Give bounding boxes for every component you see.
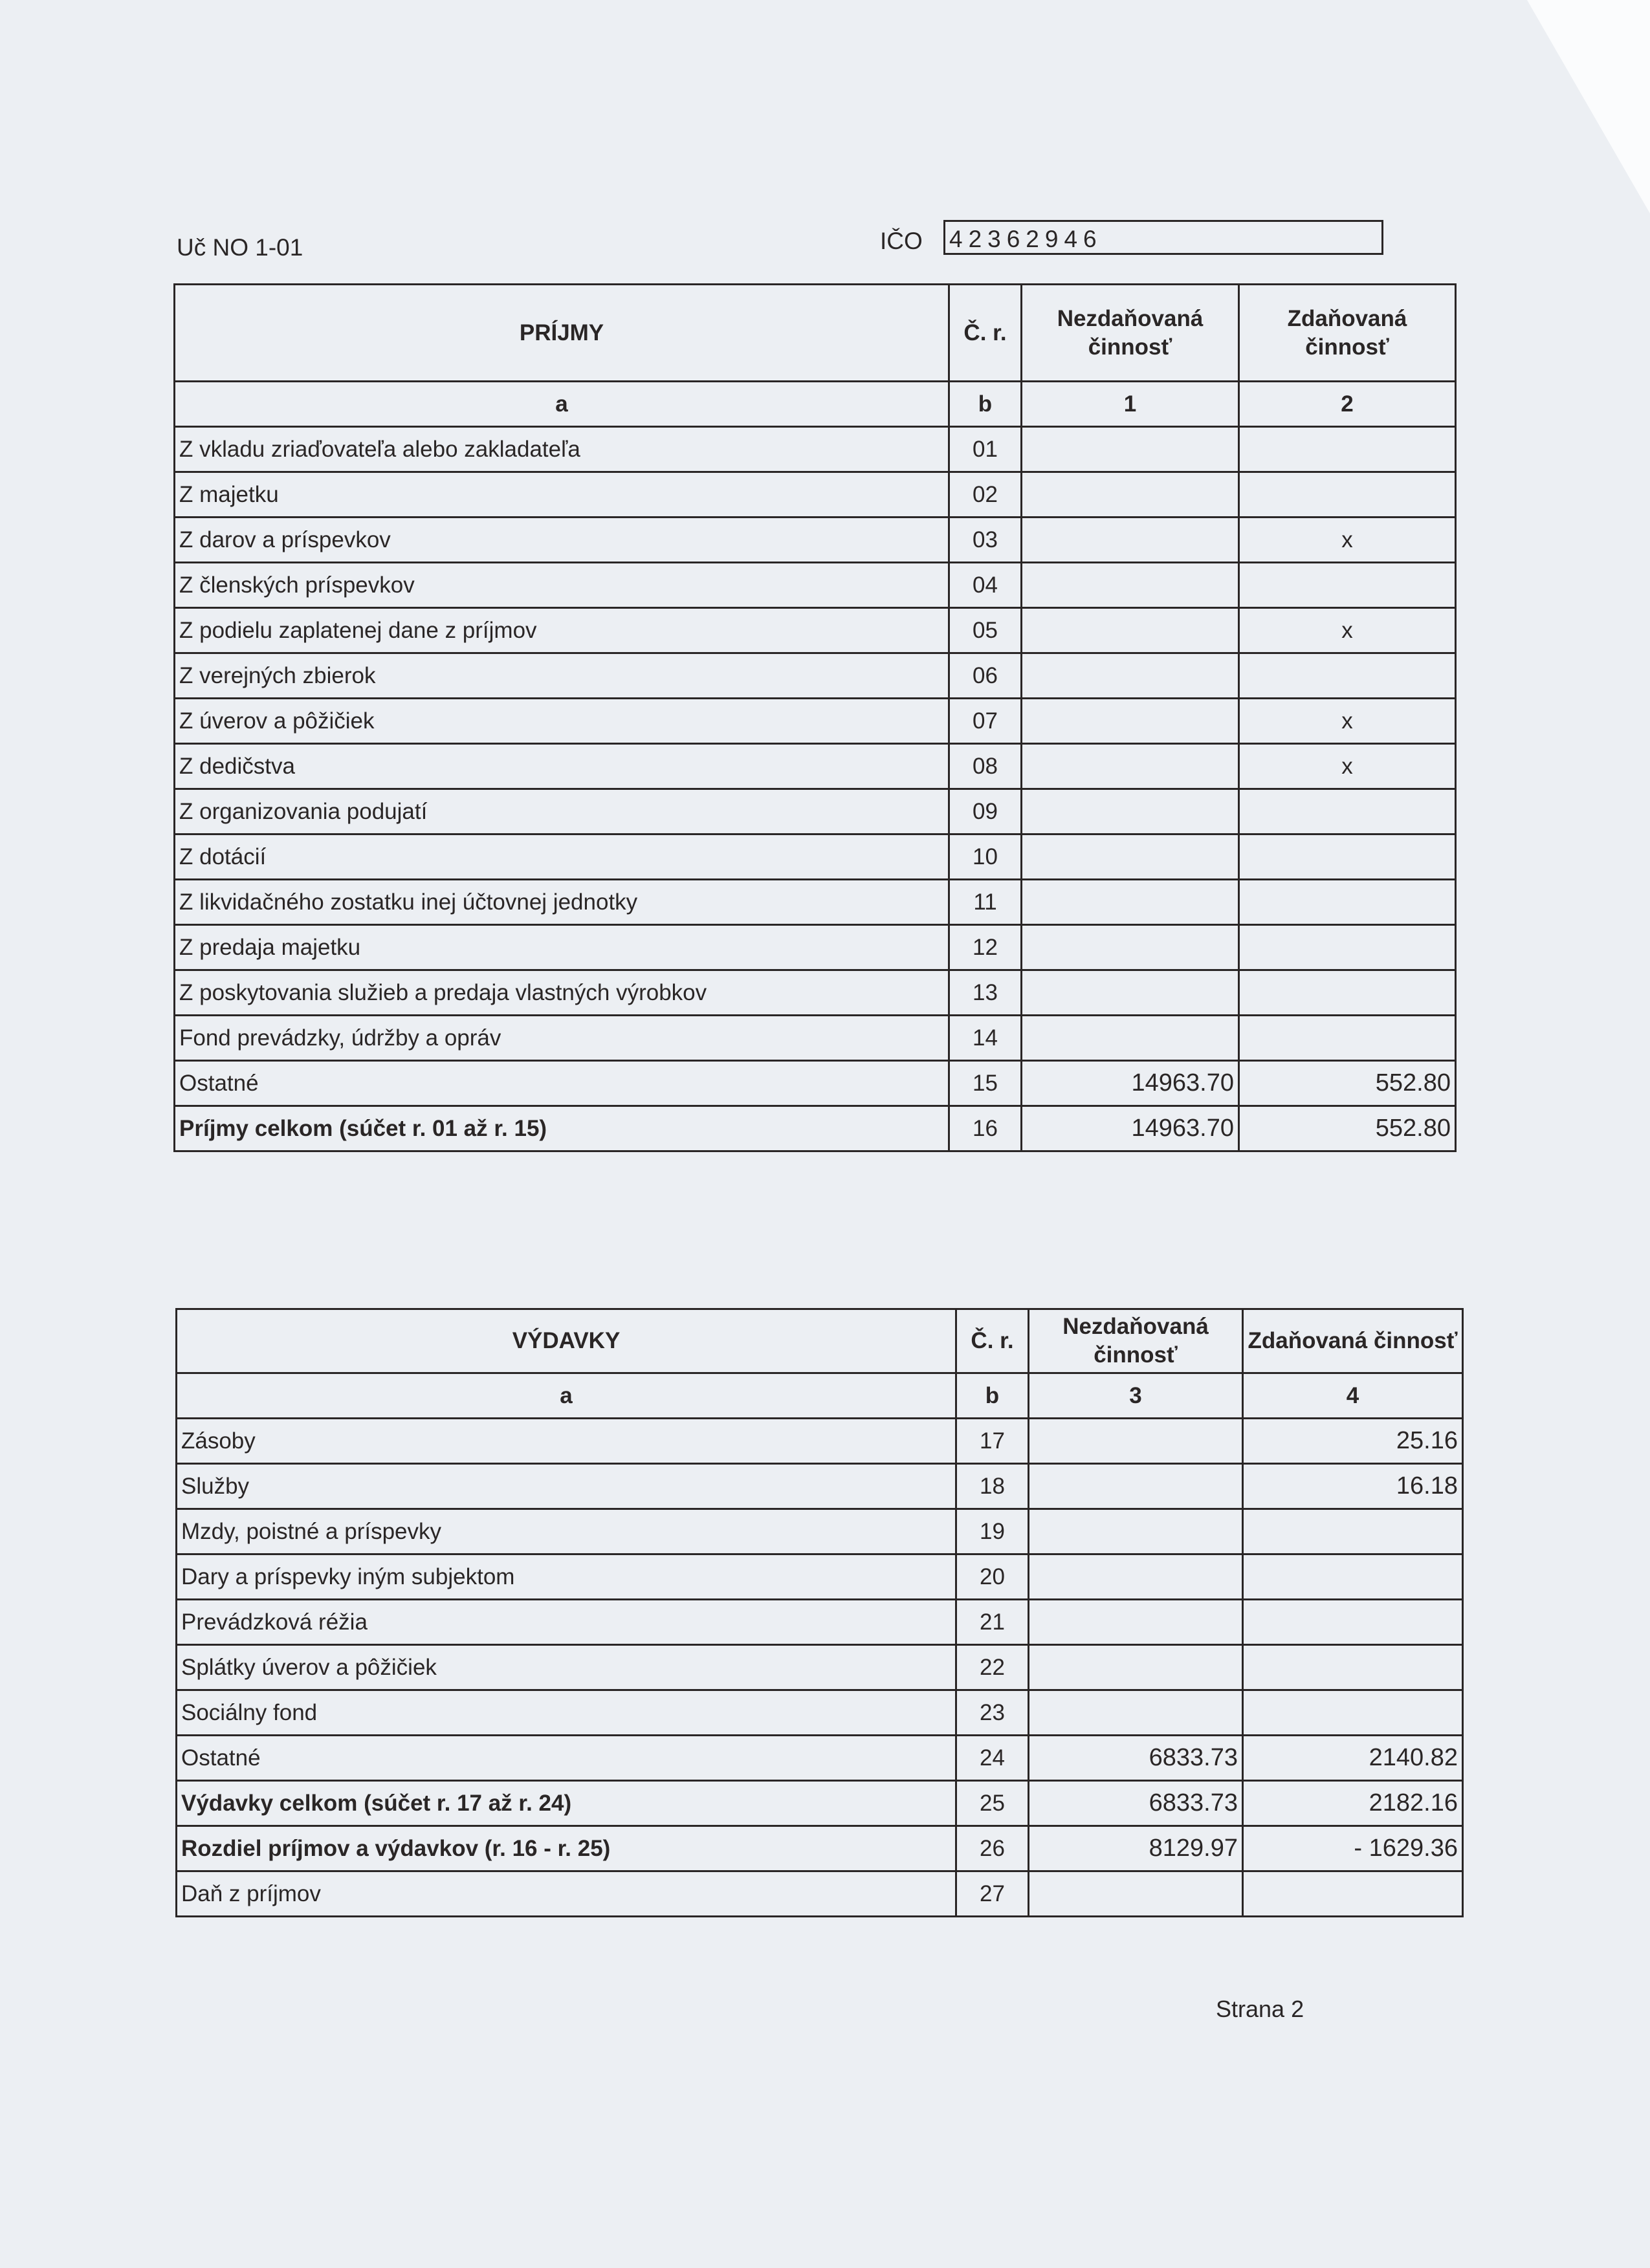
- value-taxed: [1239, 563, 1456, 608]
- row-label: Služby: [177, 1464, 956, 1509]
- value-nontaxed: [1022, 472, 1239, 518]
- row-number: 15: [949, 1061, 1022, 1106]
- value-taxed: [1243, 1645, 1463, 1690]
- value-taxed: 552.80: [1239, 1106, 1456, 1151]
- value-nontaxed: [1029, 1509, 1243, 1554]
- col-taxed-header: Zdaňovaná činnosť: [1243, 1309, 1463, 1373]
- table-row: [177, 1826, 1463, 1871]
- table-row: [175, 608, 1456, 653]
- row-number: 03: [949, 518, 1022, 563]
- value-taxed: x: [1239, 699, 1456, 744]
- value-taxed: 552.80: [1239, 1061, 1456, 1106]
- value-nontaxed: [1022, 970, 1239, 1016]
- table-row: [175, 789, 1456, 834]
- row-label: Z predaja majetku: [175, 925, 949, 970]
- page-number: Strana 2: [1216, 1996, 1304, 2022]
- row-label: Z majetku: [175, 472, 949, 518]
- row-number: 04: [949, 563, 1022, 608]
- row-label: Splátky úverov a pôžičiek: [177, 1645, 956, 1690]
- value-nontaxed: [1022, 608, 1239, 653]
- row-number: 25: [956, 1781, 1029, 1826]
- row-number: 06: [949, 653, 1022, 699]
- ico-label: IČO: [880, 228, 923, 254]
- value-nontaxed: [1022, 880, 1239, 925]
- row-no-header: Č. r.: [949, 285, 1022, 382]
- form-code: Uč NO 1-01: [177, 234, 303, 261]
- value-taxed: [1239, 472, 1456, 518]
- value-nontaxed: [1029, 1464, 1243, 1509]
- value-nontaxed: [1029, 1645, 1243, 1690]
- table-row: [175, 880, 1456, 925]
- value-taxed: [1243, 1554, 1463, 1600]
- table-row: [175, 1016, 1456, 1061]
- row-label: Prevádzková réžia: [177, 1600, 956, 1645]
- table-row: [177, 1464, 1463, 1509]
- row-number: 13: [949, 970, 1022, 1016]
- subheader-4: 4: [1243, 1373, 1463, 1419]
- row-number: 08: [949, 744, 1022, 789]
- row-number: 07: [949, 699, 1022, 744]
- row-number: 16: [949, 1106, 1022, 1151]
- row-label: Z vkladu zriaďovateľa alebo zakladateľa: [175, 427, 949, 472]
- table-row: [175, 1061, 1456, 1106]
- table-row: [177, 1736, 1463, 1781]
- value-nontaxed: [1022, 744, 1239, 789]
- value-nontaxed: [1029, 1690, 1243, 1736]
- row-number: 23: [956, 1690, 1029, 1736]
- row-number: 19: [956, 1509, 1029, 1554]
- value-taxed: [1239, 970, 1456, 1016]
- row-number: 27: [956, 1871, 1029, 1917]
- value-taxed: [1243, 1509, 1463, 1554]
- row-no-header: Č. r.: [956, 1309, 1029, 1373]
- expense-table: [175, 1308, 1464, 1917]
- value-taxed: 2182.16: [1243, 1781, 1463, 1826]
- row-label: Príjmy celkom (súčet r. 01 až r. 15): [175, 1106, 949, 1151]
- value-taxed: x: [1239, 518, 1456, 563]
- row-label: Z úverov a pôžičiek: [175, 699, 949, 744]
- table-row: [177, 1690, 1463, 1736]
- value-nontaxed: 6833.73: [1029, 1781, 1243, 1826]
- value-nontaxed: 14963.70: [1022, 1061, 1239, 1106]
- value-taxed: [1243, 1871, 1463, 1917]
- ico-value-field: 42362946: [943, 220, 1383, 255]
- value-nontaxed: [1029, 1600, 1243, 1645]
- table-row: [175, 925, 1456, 970]
- row-label: Z dotácií: [175, 834, 949, 880]
- row-number: 17: [956, 1419, 1029, 1464]
- row-number: 12: [949, 925, 1022, 970]
- value-taxed: - 1629.36: [1243, 1826, 1463, 1871]
- row-label: Výdavky celkom (súčet r. 17 až r. 24): [177, 1781, 956, 1826]
- value-nontaxed: [1029, 1554, 1243, 1600]
- row-label: Z dedičstva: [175, 744, 949, 789]
- table-row: [177, 1645, 1463, 1690]
- table-row: [175, 563, 1456, 608]
- row-label: Z podielu zaplatenej dane z príjmov: [175, 608, 949, 653]
- row-number: 01: [949, 427, 1022, 472]
- subheader-a: a: [177, 1373, 956, 1419]
- value-taxed: 25.16: [1243, 1419, 1463, 1464]
- table-row: [175, 699, 1456, 744]
- row-number: 22: [956, 1645, 1029, 1690]
- value-nontaxed: 14963.70: [1022, 1106, 1239, 1151]
- value-nontaxed: 6833.73: [1029, 1736, 1243, 1781]
- value-nontaxed: [1022, 653, 1239, 699]
- row-number: 20: [956, 1554, 1029, 1600]
- row-label: Z organizovania podujatí: [175, 789, 949, 834]
- table-row: [177, 1781, 1463, 1826]
- subheader-3: 3: [1029, 1373, 1243, 1419]
- table-row: [177, 1509, 1463, 1554]
- row-label: Dary a príspevky iným subjektom: [177, 1554, 956, 1600]
- value-taxed: [1243, 1690, 1463, 1736]
- col-nontaxed-header: Nezdaňovaná činnosť: [1029, 1309, 1243, 1373]
- row-label: Mzdy, poistné a príspevky: [177, 1509, 956, 1554]
- value-nontaxed: [1022, 1016, 1239, 1061]
- value-nontaxed: [1022, 518, 1239, 563]
- row-number: 18: [956, 1464, 1029, 1509]
- table-row: [175, 744, 1456, 789]
- subheader-2: 2: [1239, 382, 1456, 427]
- table-row: [177, 1419, 1463, 1464]
- value-nontaxed: [1022, 925, 1239, 970]
- value-taxed: [1239, 1016, 1456, 1061]
- row-label: Z členských príspevkov: [175, 563, 949, 608]
- value-nontaxed: [1022, 699, 1239, 744]
- col-taxed-header: Zdaňovaná činnosť: [1239, 285, 1456, 382]
- table-row: [175, 427, 1456, 472]
- row-number: 21: [956, 1600, 1029, 1645]
- row-label: Sociálny fond: [177, 1690, 956, 1736]
- row-label: Daň z príjmov: [177, 1871, 956, 1917]
- table-row: [177, 1871, 1463, 1917]
- row-number: 24: [956, 1736, 1029, 1781]
- value-nontaxed: [1029, 1419, 1243, 1464]
- value-taxed: x: [1239, 608, 1456, 653]
- table-row: [175, 472, 1456, 518]
- value-taxed: x: [1239, 744, 1456, 789]
- row-number: 14: [949, 1016, 1022, 1061]
- value-nontaxed: [1029, 1871, 1243, 1917]
- row-label: Z poskytovania služieb a predaja vlastných výrobkov: [175, 970, 949, 1016]
- subheader-b: b: [956, 1373, 1029, 1419]
- table-row: [175, 970, 1456, 1016]
- subheader-b: b: [949, 382, 1022, 427]
- row-label: Z likvidačného zostatku inej účtovnej jednotky: [175, 880, 949, 925]
- value-taxed: [1243, 1600, 1463, 1645]
- row-number: 02: [949, 472, 1022, 518]
- subheader-a: a: [175, 382, 949, 427]
- row-label: Rozdiel príjmov a výdavkov (r. 16 - r. 25): [177, 1826, 956, 1871]
- row-number: 11: [949, 880, 1022, 925]
- row-number: 05: [949, 608, 1022, 653]
- value-taxed: [1239, 789, 1456, 834]
- table-row: [175, 834, 1456, 880]
- folded-corner: [1527, 0, 1650, 213]
- value-taxed: [1239, 834, 1456, 880]
- section-title: PRÍJMY: [175, 285, 949, 382]
- row-label: Fond prevádzky, údržby a opráv: [175, 1016, 949, 1061]
- table-header-row: [177, 1309, 1463, 1373]
- table-row: [175, 1106, 1456, 1151]
- table-row: [175, 653, 1456, 699]
- value-nontaxed: [1022, 427, 1239, 472]
- row-number: 26: [956, 1826, 1029, 1871]
- value-taxed: [1239, 427, 1456, 472]
- table-subheader-row: [175, 382, 1456, 427]
- row-label: Ostatné: [177, 1736, 956, 1781]
- table-header-row: [175, 285, 1456, 382]
- value-taxed: [1239, 925, 1456, 970]
- col-nontaxed-header: Nezdaňovaná činnosť: [1022, 285, 1239, 382]
- table-row: [175, 518, 1456, 563]
- row-number: 09: [949, 789, 1022, 834]
- row-label: Zásoby: [177, 1419, 956, 1464]
- section-title: VÝDAVKY: [177, 1309, 956, 1373]
- value-taxed: [1239, 653, 1456, 699]
- value-nontaxed: [1022, 563, 1239, 608]
- value-taxed: [1239, 880, 1456, 925]
- table-row: [177, 1554, 1463, 1600]
- value-nontaxed: 8129.97: [1029, 1826, 1243, 1871]
- row-label: Ostatné: [175, 1061, 949, 1106]
- value-nontaxed: [1022, 789, 1239, 834]
- income-table: [173, 283, 1457, 1152]
- subheader-1: 1: [1022, 382, 1239, 427]
- table-subheader-row: [177, 1373, 1463, 1419]
- value-taxed: 16.18: [1243, 1464, 1463, 1509]
- table-row: [177, 1600, 1463, 1645]
- row-label: Z darov a príspevkov: [175, 518, 949, 563]
- value-taxed: 2140.82: [1243, 1736, 1463, 1781]
- row-number: 10: [949, 834, 1022, 880]
- row-label: Z verejných zbierok: [175, 653, 949, 699]
- value-nontaxed: [1022, 834, 1239, 880]
